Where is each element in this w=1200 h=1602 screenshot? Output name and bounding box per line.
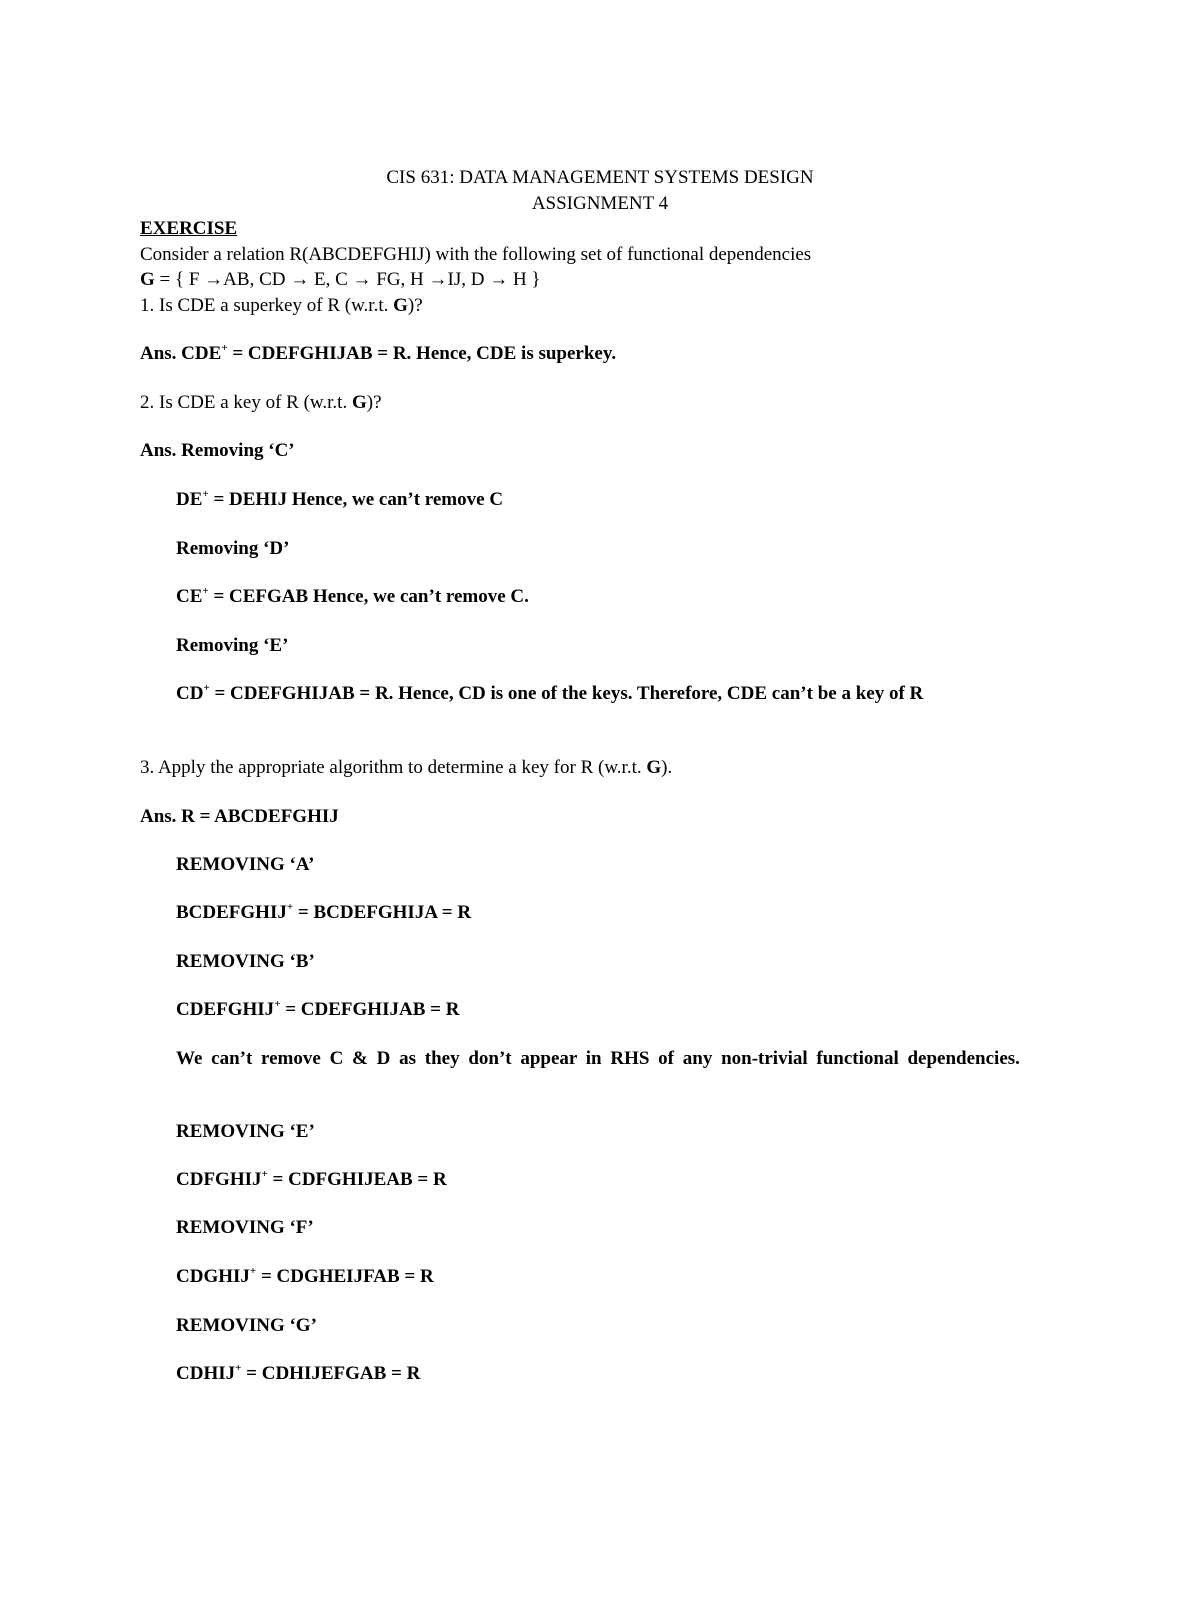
closure-without-f bbox=[176, 1265, 434, 1289]
answer-2-de-closure bbox=[176, 488, 503, 512]
closure-plus: + bbox=[261, 1168, 268, 1180]
closure-plus: + bbox=[274, 998, 281, 1010]
closure-rhs: = CDGHEIJFAB = R bbox=[256, 1266, 434, 1287]
closure-plus: + bbox=[286, 901, 294, 913]
fd-set-name: G bbox=[140, 269, 155, 290]
answer-1-lhs: Ans. CDE bbox=[140, 343, 222, 364]
closure-lhs: CDFGHIJ bbox=[176, 1169, 262, 1190]
removing-b: REMOVING ‘B’ bbox=[176, 951, 315, 972]
question-3-g: G bbox=[646, 757, 662, 778]
closure-without-g bbox=[176, 1362, 420, 1386]
closure-plus: + bbox=[202, 488, 209, 500]
answer-3-intro: Ans. R = ABCDEFGHIJ bbox=[140, 806, 339, 827]
closure-lhs: BCDEFGHIJ bbox=[176, 902, 287, 923]
question-3-text: 3. Apply the appropriate algorithm to determine a key for R (w.r.t. bbox=[140, 757, 647, 778]
ce-lhs: CE bbox=[176, 586, 203, 607]
closure-rhs: = BCDEFGHIJA = R bbox=[293, 902, 472, 923]
cd-rhs: = CDEFGHIJAB = R. Hence, CD is one of the keys. Therefore, CDE can’t be a key of R bbox=[209, 683, 924, 704]
question-1 bbox=[140, 294, 423, 318]
exercise-intro: Consider a relation R(ABCDEFGHIJ) with the following set of functional dependencies bbox=[140, 244, 812, 265]
closure-lhs: CDHIJ bbox=[176, 1363, 236, 1384]
removing-f: REMOVING ‘F’ bbox=[176, 1217, 314, 1238]
removing-e: REMOVING ‘E’ bbox=[176, 1121, 315, 1142]
closure-lhs: CDGHIJ bbox=[176, 1266, 250, 1287]
rhs-note: We can’t remove C & D as they don’t appear in RHS of any non-trivial functional dependencies. bbox=[176, 1048, 1020, 1069]
document-subtitle: ASSIGNMENT 4 bbox=[531, 193, 669, 214]
de-rhs: = DEHIJ Hence, we can’t remove C bbox=[208, 489, 504, 510]
closure-without-b bbox=[176, 998, 459, 1022]
answer-2-cd-closure bbox=[176, 682, 1066, 706]
answer-2-removing-e: Removing ‘E’ bbox=[176, 635, 289, 656]
removing-g: REMOVING ‘G’ bbox=[176, 1315, 317, 1336]
cd-lhs: CD bbox=[176, 683, 204, 704]
question-1-g: G bbox=[393, 295, 408, 316]
question-2-text: 2. Is CDE a key of R (w.r.t. bbox=[140, 392, 352, 413]
question-1-end: )? bbox=[407, 295, 423, 316]
question-3 bbox=[140, 756, 672, 780]
closure-lhs: CDEFGHIJ bbox=[176, 999, 275, 1020]
closure-without-e bbox=[176, 1168, 447, 1192]
answer-1-rhs: = CDEFGHIJAB = R. Hence, CDE is superkey. bbox=[227, 343, 617, 364]
fd-set-list: = { F →AB, CD → E, C → FG, H →IJ, D → H } bbox=[154, 269, 541, 290]
question-3-end: ). bbox=[661, 757, 673, 778]
answer-2-ce-closure bbox=[176, 585, 529, 609]
question-1-text: 1. Is CDE a superkey of R (w.r.t. bbox=[140, 295, 394, 316]
removing-a: REMOVING ‘A’ bbox=[176, 854, 315, 875]
ce-rhs: = CEFGAB Hence, we can’t remove C. bbox=[208, 586, 529, 607]
closure-rhs: = CDEFGHIJAB = R bbox=[280, 999, 460, 1020]
closure-plus: + bbox=[235, 1362, 242, 1374]
answer-1 bbox=[140, 342, 616, 366]
closure-plus: + bbox=[249, 1265, 257, 1277]
question-2 bbox=[140, 391, 382, 415]
closure-plus: + bbox=[221, 342, 228, 354]
closure-without-a bbox=[176, 901, 471, 925]
closure-plus: + bbox=[203, 682, 210, 694]
question-2-end: )? bbox=[366, 392, 382, 413]
closure-rhs: = CDHIJEFGAB = R bbox=[241, 1363, 421, 1384]
question-2-g: G bbox=[351, 392, 367, 413]
closure-plus: + bbox=[202, 585, 209, 597]
exercise-heading: EXERCISE bbox=[140, 218, 238, 239]
document-title: CIS 631: DATA MANAGEMENT SYSTEMS DESIGN bbox=[386, 167, 814, 188]
answer-2-intro: Ans. Removing ‘C’ bbox=[140, 440, 295, 461]
functional-dependency-set bbox=[140, 268, 541, 292]
de-lhs: DE bbox=[176, 489, 203, 510]
closure-rhs: = CDFGHIJEAB = R bbox=[267, 1169, 447, 1190]
answer-2-removing-d: Removing ‘D’ bbox=[176, 538, 290, 559]
